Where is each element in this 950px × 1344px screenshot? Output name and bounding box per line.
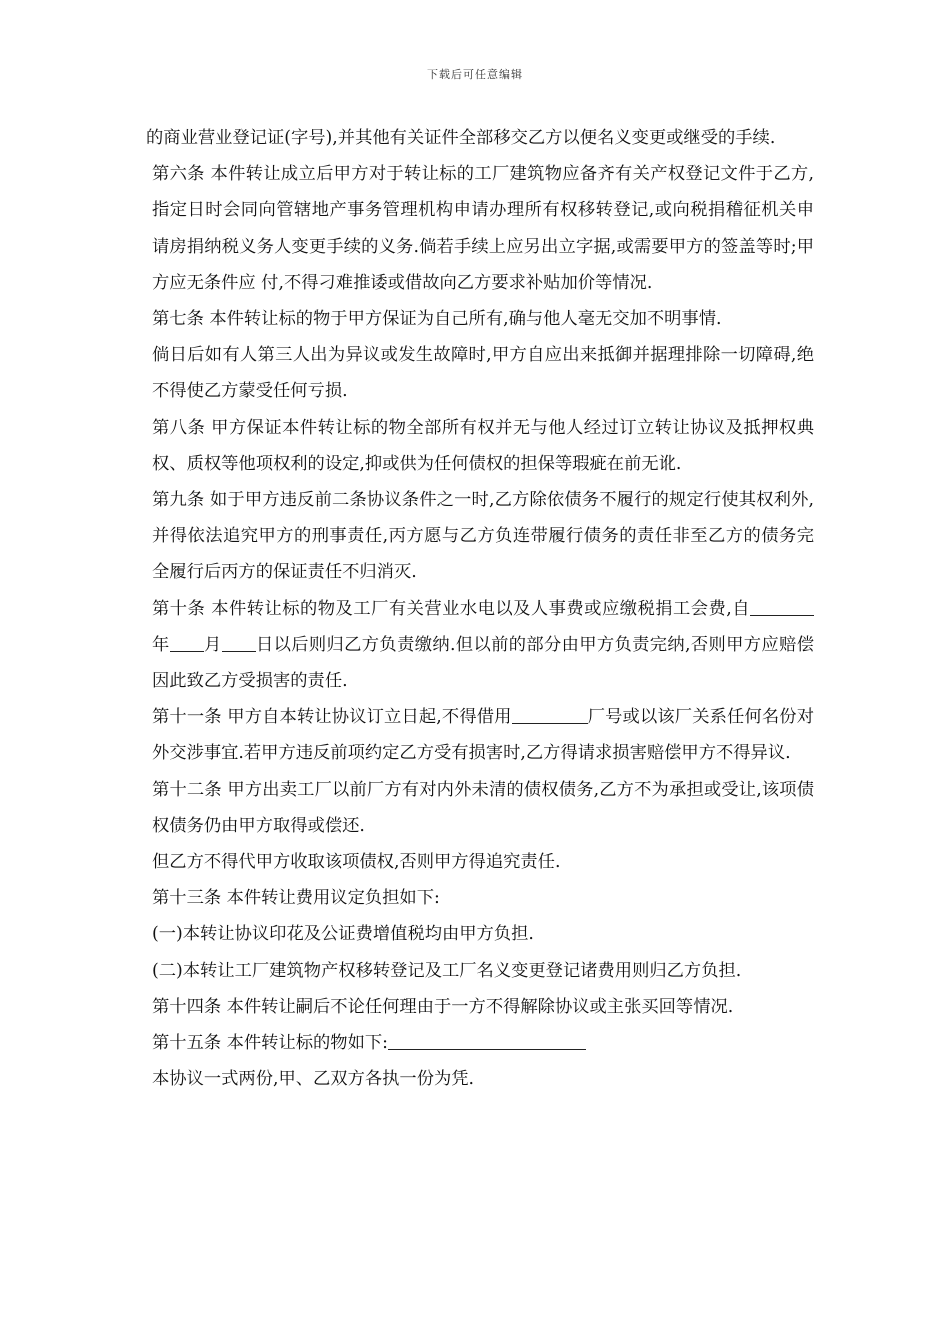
year-label: 年 (152, 634, 170, 655)
article-11-text-b: 厂号或以该厂关系任何名份对外交涉事宜.若甲方违反前项约定乙方受有损害时,乙方得请求损害赔偿甲方不得异议. (152, 707, 814, 764)
page-header-note: 下载后可任意编辑 (427, 68, 523, 81)
article-7-continuation: 倘日后如有人第三人出为异议或发生故障时,甲方自应出来抵御并据理排除一切障碍,绝不得使乙方蒙受任何亏损. (152, 345, 814, 402)
article-11-text-a: 第十一条 甲方自本转让协议订立日起,不得借用 (152, 707, 512, 728)
factory-name-blank[interactable] (512, 706, 588, 724)
article-13-item-2: (二)本转让工厂建筑物产权移转登记及工厂名义变更登记诸费用则归乙方负担. (152, 960, 742, 981)
article-7: 第七条 本件转让标的物于甲方保证为自己所有,确与他人毫无交加不明事情. (152, 309, 722, 330)
article-13: 第十三条 本件转让费用议定负担如下: (152, 888, 440, 909)
day-blank[interactable] (222, 634, 256, 652)
article-13-item-1: (一)本转让协议印花及公证费增值税均由甲方负担. (152, 924, 534, 945)
closing-clause: 本协议一式两份,甲、乙双方各执一份为凭. (152, 1069, 475, 1090)
article-10-text-b: 日以后则归乙方负责缴纳.但以前的部分由甲方负责完纳,否则甲方应赔偿因此致乙方受损害的责任. (152, 634, 814, 692)
article-12: 第十二条 甲方出卖工厂以前厂方有对内外未清的债权债务,乙方不为承担或受让,该项债权债务仍由甲方取得或偿还. (152, 779, 814, 836)
article-10-text-a: 第十条 本件转让标的物及工厂有关营业水电以及人事费或应缴税捐工会费,自 (152, 598, 750, 619)
paragraph-continuation: 的商业营业登记证(字号),并其他有关证件全部移交乙方以便名义变更或继受的手续. (146, 128, 776, 148)
year-blank[interactable] (750, 597, 814, 615)
article-8: 第八条 甲方保证本件转让标的物全部所有权并无与他人经过订立转让协议及抵押权典权、质权等他项权利的设定,抑或供为任何债权的担保等瑕疵在前无讹. (152, 417, 814, 474)
article-14: 第十四条 本件转让嗣后不论任何理由于一方不得解除协议或主张买回等情况. (152, 996, 734, 1017)
article-6: 第六条 本件转让成立后甲方对于转让标的工厂建筑物应备齐有关产权登记文件于乙方,指定日时会同向管辖地产事务管理机构申请办理所有权移转登记,或向税捐稽征机关申请房捐纳税义务人变更手续的义务.倘若手续上应另出立字据,或需要甲方的签盖等时;甲方应无条件应 付,不得刁难推诿或借故向乙方要求补贴加价等情况. (152, 164, 814, 293)
article-15-text: 第十五条 本件转让标的物如下: (152, 1033, 388, 1054)
month-blank[interactable] (170, 634, 204, 652)
contract-body (146, 120, 814, 1097)
month-label: 月 (203, 634, 222, 655)
article-9: 第九条 如于甲方违反前二条协议条件之一时,乙方除依债务不履行的规定行使其权利外,并得依法追究甲方的刑事责任,丙方愿与乙方负连带履行债务的责任非至乙方的债务完全履行后丙方的保证责任不归消灭. (152, 490, 814, 583)
article-12-continuation: 但乙方不得代甲方收取该项债权,否则甲方得追究责任. (152, 852, 561, 873)
article-11 (146, 699, 814, 771)
article-15 (146, 1025, 814, 1061)
article-10 (146, 591, 814, 700)
subject-matter-blank[interactable] (388, 1032, 586, 1050)
